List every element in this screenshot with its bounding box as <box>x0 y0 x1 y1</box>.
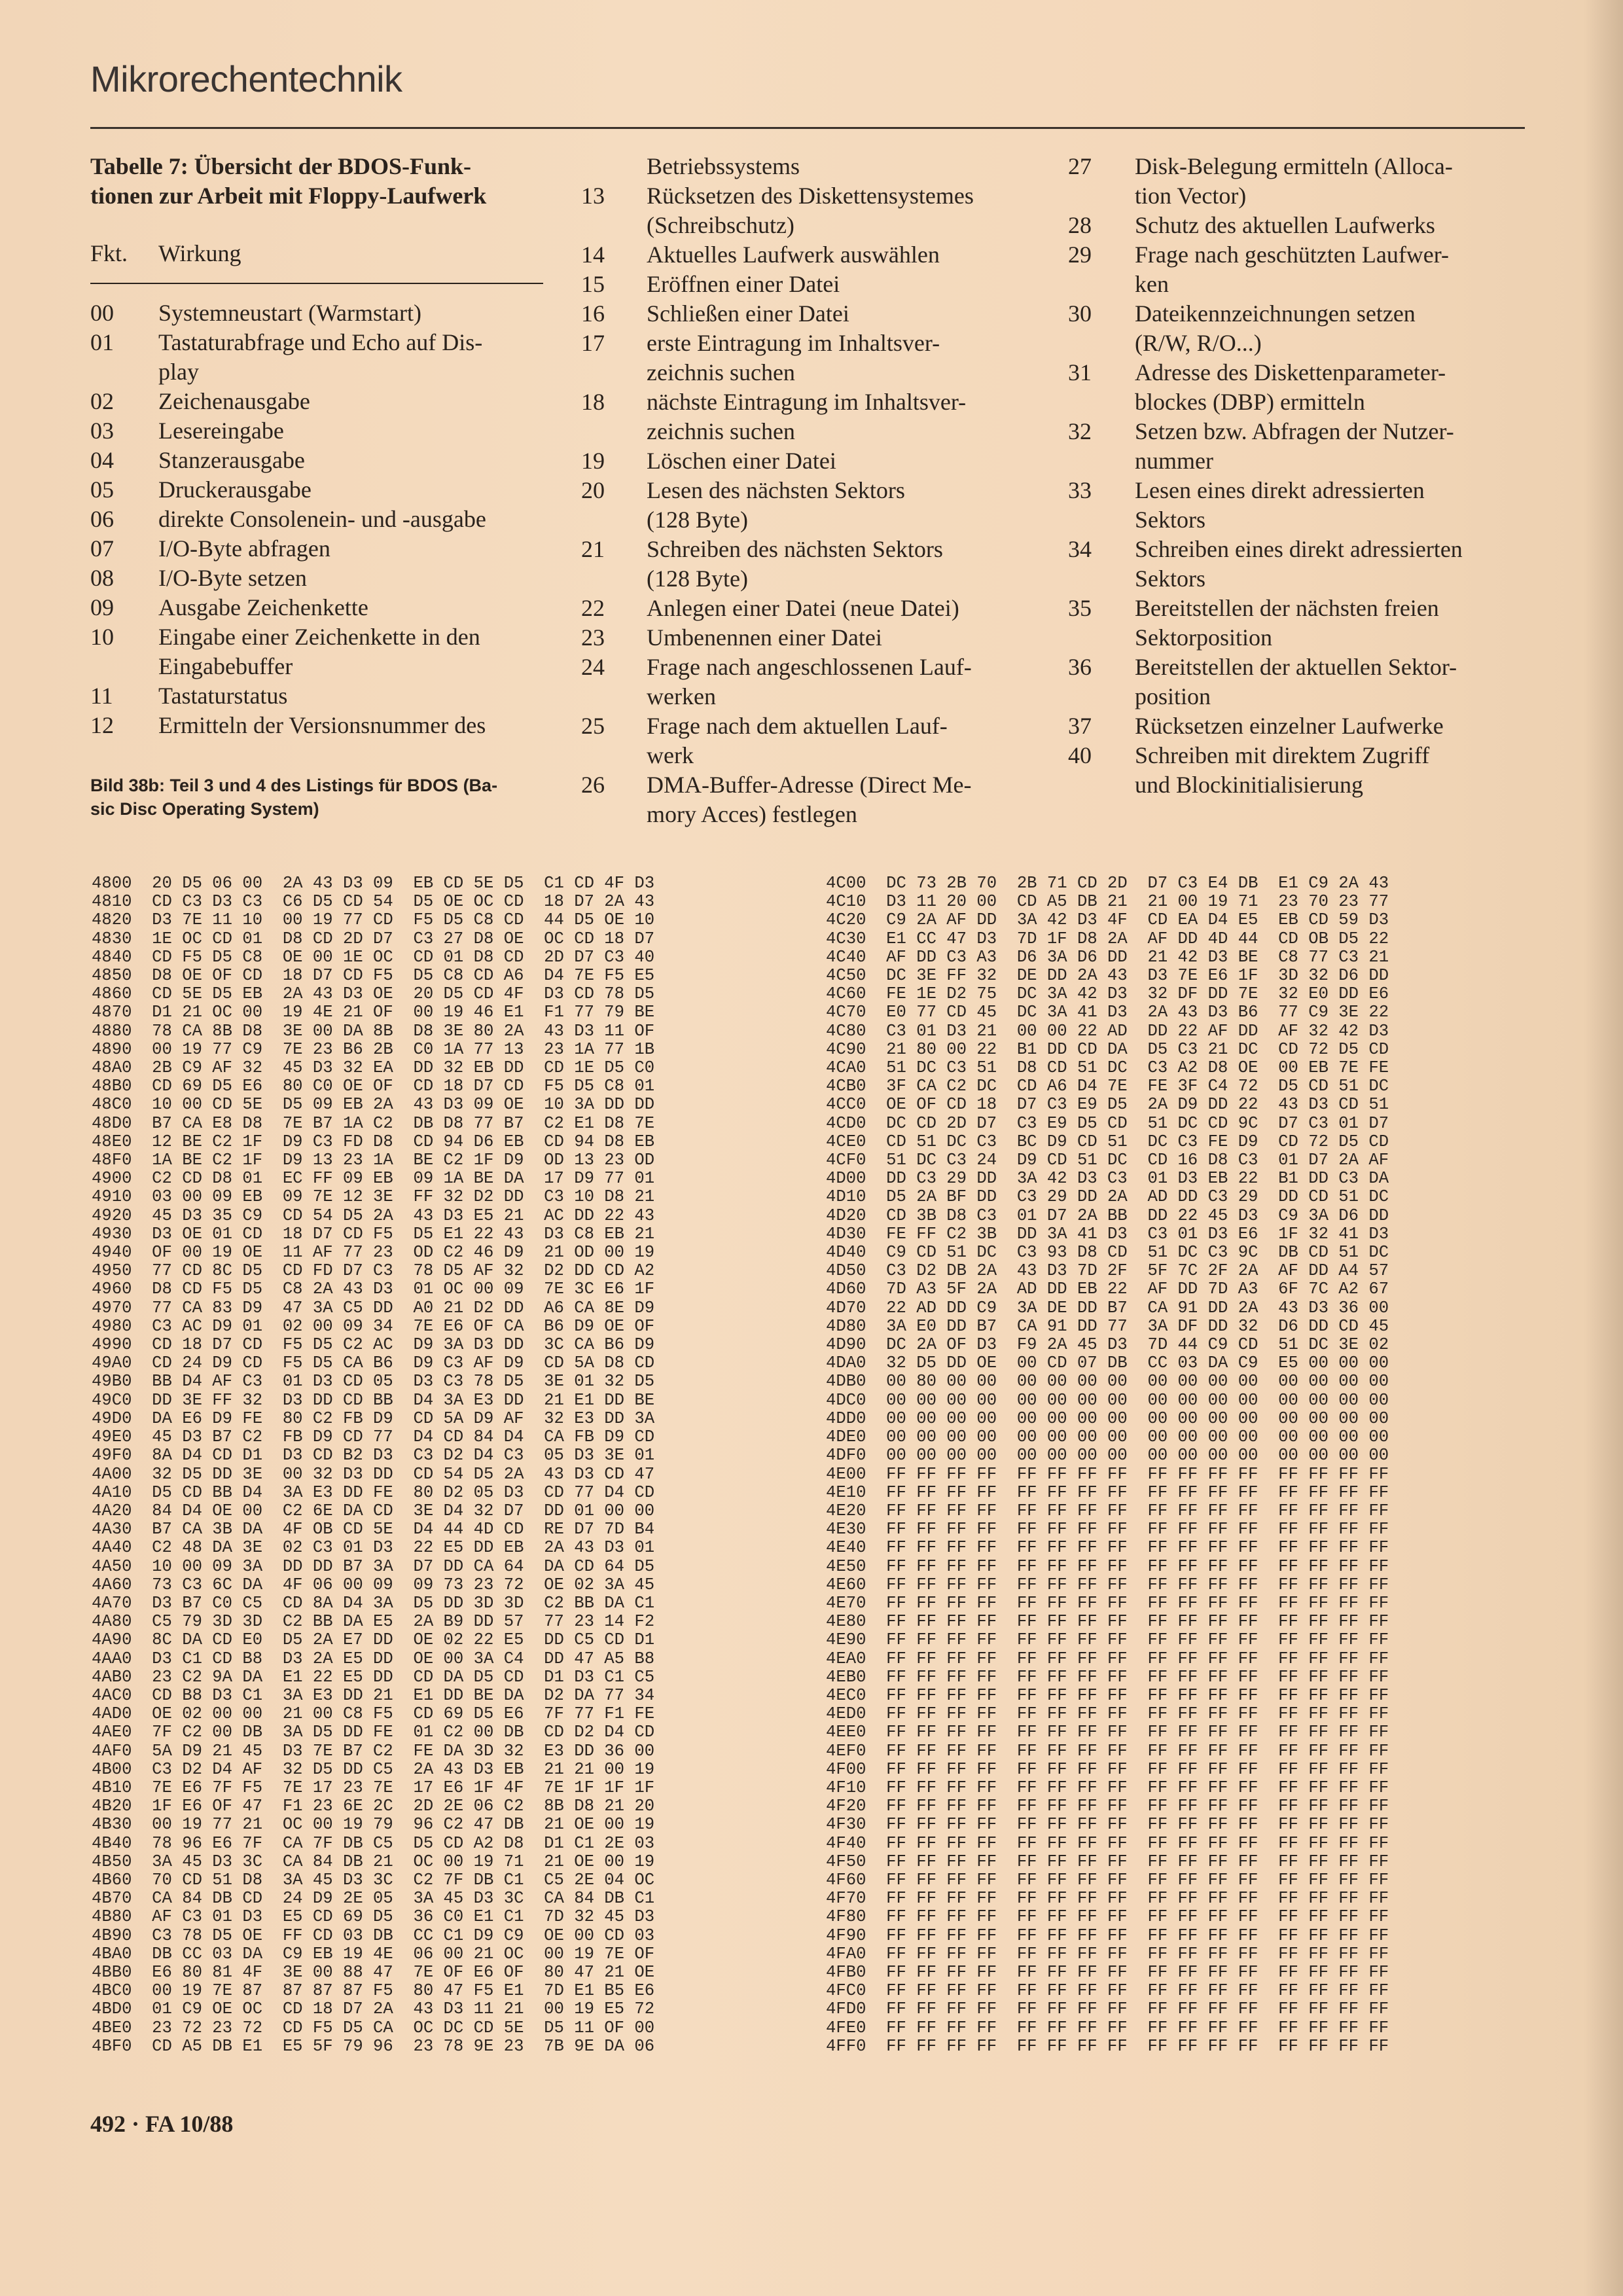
hex-line: 4BD0 01 C9 OE OC CD 18 D7 2A 43 D3 11 21 00 19 E5 72 <box>92 2000 655 2019</box>
hex-line: 4940 OF 00 19 OE 11 AF 77 23 OD C2 46 D9 21 OD 00 19 <box>92 1243 655 1263</box>
hex-line: 4D20 CD 3B D8 C3 01 D7 2A BB DD 22 45 D3 C9 3A D6 DD <box>826 1206 1389 1225</box>
function-description <box>158 387 531 416</box>
table-header-rule <box>90 283 543 284</box>
function-description <box>1135 417 1508 476</box>
caption-line: sic Disc Operating System) <box>90 799 319 819</box>
hex-line: 4E50 FF FF FF FF FF FF FF FF FF FF FF FF FF FF FF FF <box>826 1556 1389 1576</box>
hex-line: 4AC0 CD B8 D3 C1 3A E3 DD 21 E1 DD BE DA D2 DA 77 34 <box>92 1685 655 1705</box>
hex-line: 4AA0 D3 C1 CD B8 D3 2A E5 DD OE 00 3A C4 DD 47 A5 B8 <box>92 1649 655 1668</box>
hex-line: 4820 D3 7E 11 10 00 19 77 CD F5 D5 C8 CD 44 D5 OE 10 <box>92 910 655 930</box>
hex-line: 4A60 73 C3 6C DA 4F 06 00 09 09 73 23 72 OE 02 3A 45 <box>92 1575 655 1594</box>
hex-line: 4BB0 E6 80 81 4F 3E 00 88 47 7E OF E6 OF 80 47 21 OE <box>92 1962 655 1982</box>
function-description <box>158 681 531 711</box>
hex-line: 4D90 DC 2A OF D3 F9 2A 45 D3 7D 44 C9 CD 51 DC 3E 02 <box>826 1335 1389 1355</box>
hex-line: 49C0 DD 3E FF 32 D3 DD CD BB D4 3A E3 DD 21 E1 DD BE <box>92 1390 655 1410</box>
hex-line: 4C20 C9 2A AF DD 3A 42 D3 4F CD EA D4 E5 EB CD 59 D3 <box>826 910 1389 930</box>
function-description <box>647 594 1020 623</box>
hex-line: 4B10 7E E6 7F F5 7E 17 23 7E 17 E6 1F 4F 7E 1F 1F 1F <box>92 1778 655 1797</box>
description-line: tion Vector) <box>1135 183 1247 209</box>
description-line: Schreiben mit direktem Zugriff <box>1135 742 1430 768</box>
hex-line: 4CD0 DC CD 2D D7 C3 E9 D5 CD 51 DC CD 9C D7 C3 01 D7 <box>826 1113 1389 1133</box>
description-line: Ermitteln der Versionsnummer des <box>158 712 486 738</box>
hex-line: 49B0 BB D4 AF C3 01 D3 CD 05 D3 C3 78 D5 3E 01 32 D5 <box>92 1372 655 1391</box>
description-line: Bereitstellen der aktuellen Sektor- <box>1135 654 1457 680</box>
hex-line: 4D10 D5 2A BF DD C3 29 DD 2A AD DD C3 29 DD CD 51 DC <box>826 1187 1389 1207</box>
hex-listing-right <box>826 874 1389 2056</box>
hex-line: 4F60 FF FF FF FF FF FF FF FF FF FF FF FF FF FF FF FF <box>826 1870 1389 1890</box>
hex-line: 4FE0 FF FF FF FF FF FF FF FF FF FF FF FF FF FF FF FF <box>826 2018 1389 2037</box>
description-line: (128 Byte) <box>647 565 748 592</box>
function-description <box>647 623 1020 653</box>
description-line: Tastaturabfrage und Echo auf Dis- <box>158 329 483 355</box>
hex-line: 4AD0 OE 02 00 00 21 00 C8 F5 CD 69 D5 E6 7F 77 F1 FE <box>92 1704 655 1724</box>
hex-line: 4D30 FE FF C2 3B DD 3A 41 D3 C3 01 D3 E6 1F 32 41 D3 <box>826 1224 1389 1244</box>
hex-line: 48B0 CD 69 D5 E6 80 C0 OE OF CD 18 D7 CD F5 D5 C8 01 <box>92 1077 655 1096</box>
hex-line: 4CE0 CD 51 DC C3 BC D9 CD 51 DC C3 FE D9 CD 72 D5 CD <box>826 1132 1389 1151</box>
description-line: Bereitstellen der nächsten freien <box>1135 595 1439 621</box>
function-description <box>158 446 531 475</box>
description-line: Dateikennzeichnungen setzen <box>1135 300 1416 327</box>
description-line: ken <box>1135 271 1169 297</box>
description-line: Lesen des nächsten Sektors <box>647 477 905 503</box>
hex-line: 4A40 C2 48 DA 3E 02 C3 01 D3 22 E5 DD EB 2A 43 D3 01 <box>92 1538 655 1558</box>
description-line: Sektors <box>1135 565 1205 592</box>
hex-line: 4F50 FF FF FF FF FF FF FF FF FF FF FF FF FF FF FF FF <box>826 1852 1389 1871</box>
function-number: 31 <box>1068 359 1092 386</box>
hex-line: 4CB0 3F CA C2 DC CD A6 D4 7E FE 3F C4 72 D5 CD 51 DC <box>826 1077 1389 1096</box>
page-header: Mikrorechentechnik <box>90 58 402 99</box>
function-description <box>1135 535 1508 594</box>
function-description <box>1135 653 1508 711</box>
function-number: 20 <box>581 477 605 503</box>
hex-line: 4A20 84 D4 OE 00 C2 6E DA CD 3E D4 32 D7 DD 01 00 00 <box>92 1501 655 1520</box>
function-number: 22 <box>581 595 605 621</box>
description-line: Umbenennen einer Datei <box>647 624 882 651</box>
description-line: Rücksetzen des Diskettensystemes <box>647 183 974 209</box>
hex-line: 4850 D8 OE OF CD 18 D7 CD F5 D5 C8 CD A6 D4 7E F5 E5 <box>92 966 655 986</box>
function-number: 03 <box>90 418 114 444</box>
hex-line: 4920 45 D3 35 C9 CD 54 D5 2A 43 D3 E5 21 AC DD 22 43 <box>92 1206 655 1225</box>
hex-line: 4FB0 FF FF FF FF FF FF FF FF FF FF FF FF FF FF FF FF <box>826 1962 1389 1982</box>
hex-line: 4880 78 CA 8B D8 3E 00 DA 8B D8 3E 80 2A 43 D3 11 OF <box>92 1021 655 1041</box>
hex-line: 4DF0 00 00 00 00 00 00 00 00 00 00 00 00 00 00 00 00 <box>826 1446 1389 1465</box>
description-line: (Schreibschutz) <box>647 212 794 238</box>
hex-line: 4C90 21 80 00 22 B1 DD CD DA D5 C3 21 DC CD 72 D5 CD <box>826 1039 1389 1059</box>
function-description <box>647 240 1020 270</box>
hex-line: 4FA0 FF FF FF FF FF FF FF FF FF FF FF FF FF FF FF FF <box>826 1944 1389 1964</box>
description-line: position <box>1135 683 1211 709</box>
description-line: Ausgabe Zeichenkette <box>158 594 368 620</box>
description-line: werken <box>647 683 716 709</box>
hex-line: 4E90 FF FF FF FF FF FF FF FF FF FF FF FF FF FF FF FF <box>826 1630 1389 1650</box>
hex-line: 48E0 12 BE C2 1F D9 C3 FD D8 CD 94 D6 EB CD 94 D8 EB <box>92 1132 655 1151</box>
description-line: direkte Consolenein- und -ausgabe <box>158 506 486 532</box>
description-line: erste Eintragung im Inhaltsver- <box>647 330 940 356</box>
column-header-fkt: Fkt. <box>90 240 128 266</box>
hex-line: 4C00 DC 73 2B 70 2B 71 CD 2D D7 C3 E4 DB E1 C9 2A 43 <box>826 874 1389 893</box>
hex-line: 4830 1E OC CD 01 D8 CD 2D D7 C3 27 D8 OE OC CD 18 D7 <box>92 929 655 948</box>
hex-line: 4D70 22 AD DD C9 3A DE DD B7 CA 91 DD 2A 43 D3 36 00 <box>826 1298 1389 1318</box>
function-number: 09 <box>90 594 114 620</box>
hex-line: 4DE0 00 00 00 00 00 00 00 00 00 00 00 00 00 00 00 00 <box>826 1427 1389 1447</box>
hex-line: 4900 C2 CD D8 01 EC FF 09 EB 09 1A BE DA 17 D9 77 01 <box>92 1169 655 1189</box>
description-line: und Blockinitialisierung <box>1135 772 1363 798</box>
description-line: Sektorposition <box>1135 624 1273 651</box>
hex-line: 4DA0 32 D5 DD OE 00 CD 07 DB CC 03 DA C9 E5 00 00 00 <box>826 1354 1389 1373</box>
description-line: Stanzerausgabe <box>158 447 305 473</box>
function-description <box>1135 211 1508 240</box>
function-number: 35 <box>1068 595 1092 621</box>
function-description <box>1135 711 1508 741</box>
hex-line: 4E00 FF FF FF FF FF FF FF FF FF FF FF FF FF FF FF FF <box>826 1464 1389 1484</box>
hex-line: 4950 77 CD 8C D5 CD FD D7 C3 78 D5 AF 32 D2 DD CD A2 <box>92 1261 655 1281</box>
function-description <box>1135 358 1508 417</box>
description-line: Eröffnen einer Datei <box>647 271 840 297</box>
hex-line: 4C10 D3 11 20 00 CD A5 DB 21 21 00 19 71 23 70 23 77 <box>826 892 1389 912</box>
description-line: play <box>158 359 199 385</box>
hex-line: 4A10 D5 CD BB D4 3A E3 DD FE 80 D2 05 D3 CD 77 D4 CD <box>92 1482 655 1502</box>
hex-line: 4CA0 51 DC C3 51 D8 CD 51 DC C3 A2 D8 OE 00 EB 7E FE <box>826 1058 1389 1078</box>
function-number: 29 <box>1068 242 1092 268</box>
hex-line: 4BF0 CD A5 DB E1 E5 5F 79 96 23 78 9E 23 7B 9E DA 06 <box>92 2036 655 2056</box>
hex-line: 4F30 FF FF FF FF FF FF FF FF FF FF FF FF FF FF FF FF <box>826 1815 1389 1835</box>
description-line: Adresse des Diskettenparameter- <box>1135 359 1446 386</box>
hex-line: 4E30 FF FF FF FF FF FF FF FF FF FF FF FF FF FF FF FF <box>826 1520 1389 1539</box>
hex-line: 4860 CD 5E D5 EB 2A 43 D3 OE 20 D5 CD 4F D3 CD 78 D5 <box>92 984 655 1004</box>
hex-line: 49E0 45 D3 B7 C2 FB D9 CD 77 D4 CD 84 D4 CA FB D9 CD <box>92 1427 655 1447</box>
description-line: (R/W, R/O...) <box>1135 330 1262 356</box>
hex-line: 4B60 70 CD 51 D8 3A 45 D3 3C C2 7F DB C1 C5 2E 04 OC <box>92 1870 655 1890</box>
function-description <box>647 535 1020 594</box>
function-number: 15 <box>581 271 605 297</box>
description-line: Schreiben eines direkt adressierten <box>1135 536 1463 562</box>
table-title-line: Tabelle 7: Übersicht der BDOS-Funk- <box>90 153 472 179</box>
function-description <box>647 299 1020 329</box>
function-number: 16 <box>581 300 605 327</box>
function-number: 14 <box>581 242 605 268</box>
function-description <box>647 152 1020 181</box>
description-line: Anlegen einer Datei (neue Datei) <box>647 595 959 621</box>
hex-line: 4D00 DD C3 29 DD 3A 42 D3 C3 01 D3 EB 22 B1 DD C3 DA <box>826 1169 1389 1189</box>
function-number: 33 <box>1068 477 1092 503</box>
function-number: 07 <box>90 535 114 562</box>
function-number: 13 <box>581 183 605 209</box>
function-description <box>158 564 531 593</box>
description-line: I/O-Byte abfragen <box>158 535 330 562</box>
function-number: 37 <box>1068 713 1092 739</box>
function-description <box>1135 476 1508 535</box>
function-number: 12 <box>90 712 114 738</box>
description-line: blockes (DBP) ermitteln <box>1135 389 1365 415</box>
function-description <box>158 711 531 740</box>
function-description <box>1135 152 1508 211</box>
function-description <box>158 416 531 446</box>
function-description <box>1135 299 1508 358</box>
hex-line: 4D50 C3 D2 DB 2A 43 D3 7D 2F 5F 7C 2F 2A AF DD A4 57 <box>826 1261 1389 1281</box>
description-line: Schließen einer Datei <box>647 300 849 327</box>
description-line: Lesen eines direkt adressierten <box>1135 477 1425 503</box>
hex-line: 48A0 2B C9 AF 32 45 D3 32 EA DD 32 EB DD CD 1E D5 C0 <box>92 1058 655 1078</box>
hex-line: 4A70 D3 B7 C0 C5 CD 8A D4 3A D5 DD 3D 3D C2 BB DA C1 <box>92 1593 655 1613</box>
description-line: Setzen bzw. Abfragen der Nutzer- <box>1135 418 1454 444</box>
hex-line: 4E20 FF FF FF FF FF FF FF FF FF FF FF FF FF FF FF FF <box>826 1501 1389 1520</box>
function-number: 21 <box>581 536 605 562</box>
function-number: 01 <box>90 329 114 355</box>
hex-line: 4930 D3 OE 01 CD 18 D7 CD F5 D5 E1 22 43 D3 C8 EB 21 <box>92 1224 655 1244</box>
hex-line: 4810 CD C3 D3 C3 C6 D5 CD 54 D5 OE OC CD 18 D7 2A 43 <box>92 892 655 912</box>
hex-line: 48D0 B7 CA E8 D8 7E B7 1A C2 DB D8 77 B7 C2 E1 D8 7E <box>92 1113 655 1133</box>
description-line: Druckerausgabe <box>158 476 312 503</box>
hex-line: 48F0 1A BE C2 1F D9 13 23 1A BE C2 1F D9 OD 13 23 OD <box>92 1151 655 1170</box>
hex-line: 4C60 FE 1E D2 75 DC 3A 42 D3 32 DF DD 7E 32 E0 DD E6 <box>826 984 1389 1004</box>
hex-line: 4F00 FF FF FF FF FF FF FF FF FF FF FF FF FF FF FF FF <box>826 1759 1389 1779</box>
description-line: Frage nach angeschlossenen Lauf- <box>647 654 972 680</box>
caption-line: Bild 38b: Teil 3 und 4 des Listings für BDOS (Ba- <box>90 776 498 795</box>
function-number: 04 <box>90 447 114 473</box>
function-description <box>647 329 1020 387</box>
description-line: Systemneustart (Warmstart) <box>158 300 421 326</box>
function-number: 05 <box>90 476 114 503</box>
function-number: 36 <box>1068 654 1092 680</box>
hex-line: 4C50 DC 3E FF 32 DE DD 2A 43 D3 7E E6 1F 3D 32 D6 DD <box>826 966 1389 986</box>
function-description <box>647 770 1020 829</box>
hex-line: 4E40 FF FF FF FF FF FF FF FF FF FF FF FF FF FF FF FF <box>826 1538 1389 1558</box>
hex-line: 4E10 FF FF FF FF FF FF FF FF FF FF FF FF FF FF FF FF <box>826 1482 1389 1502</box>
hex-line: 4EE0 FF FF FF FF FF FF FF FF FF FF FF FF FF FF FF FF <box>826 1723 1389 1742</box>
hex-line: 4ED0 FF FF FF FF FF FF FF FF FF FF FF FF FF FF FF FF <box>826 1704 1389 1724</box>
hex-line: 4FF0 FF FF FF FF FF FF FF FF FF FF FF FF FF FF FF FF <box>826 2036 1389 2056</box>
function-description <box>158 328 531 387</box>
hex-line: 4F10 FF FF FF FF FF FF FF FF FF FF FF FF FF FF FF FF <box>826 1778 1389 1797</box>
description-line: (128 Byte) <box>647 507 748 533</box>
function-description <box>647 270 1020 299</box>
description-line: nächste Eintragung im Inhaltsver- <box>647 389 967 415</box>
hex-line: 4FD0 FF FF FF FF FF FF FF FF FF FF FF FF FF FF FF FF <box>826 2000 1389 2019</box>
hex-line: 4870 D1 21 OC 00 19 4E 21 OF 00 19 46 E1 F1 77 79 BE <box>92 1003 655 1022</box>
description-line: DMA-Buffer-Adresse (Direct Me- <box>647 772 972 798</box>
hex-line: 4E70 FF FF FF FF FF FF FF FF FF FF FF FF FF FF FF FF <box>826 1593 1389 1613</box>
function-number: 30 <box>1068 300 1092 327</box>
hex-line: 4BE0 23 72 23 72 CD F5 D5 CA OC DC CD 5E D5 11 OF 00 <box>92 2018 655 2037</box>
hex-line: 4B20 1F E6 OF 47 F1 23 6E 2C 2D 2E 06 C2 8B D8 21 20 <box>92 1797 655 1816</box>
table-title-line: tionen zur Arbeit mit Floppy-Laufwerk <box>90 183 487 209</box>
description-line: Schreiben des nächsten Sektors <box>647 536 943 562</box>
hex-line: 4FC0 FF FF FF FF FF FF FF FF FF FF FF FF FF FF FF FF <box>826 1981 1389 2001</box>
function-description <box>158 593 531 622</box>
function-number: 25 <box>581 713 605 739</box>
description-line: Zeichenausgabe <box>158 388 310 414</box>
hex-line: 4EA0 FF FF FF FF FF FF FF FF FF FF FF FF FF FF FF FF <box>826 1649 1389 1668</box>
description-line: Aktuelles Laufwerk auswählen <box>647 242 940 268</box>
description-line: I/O-Byte setzen <box>158 565 307 591</box>
function-number: 23 <box>581 624 605 651</box>
function-description <box>1135 594 1508 653</box>
description-line: Schutz des aktuellen Laufwerks <box>1135 212 1435 238</box>
hex-line: 4B50 3A 45 D3 3C CA 84 DB 21 OC 00 19 71 21 OE 00 19 <box>92 1852 655 1871</box>
hex-line: 4C40 AF DD C3 A3 D6 3A D6 DD 21 42 D3 BE C8 77 C3 21 <box>826 947 1389 967</box>
description-line: werk <box>647 742 694 768</box>
description-line: Betriebssystems <box>647 153 800 179</box>
hex-line: 4A30 B7 CA 3B DA 4F OB CD 5E D4 44 4D CD RE D7 7D B4 <box>92 1520 655 1539</box>
function-number: 18 <box>581 389 605 415</box>
hex-line: 4DD0 00 00 00 00 00 00 00 00 00 00 00 00 00 00 00 00 <box>826 1408 1389 1428</box>
hex-line: 4DB0 00 80 00 00 00 00 00 00 00 00 00 00 00 00 00 00 <box>826 1372 1389 1391</box>
function-description <box>647 181 1020 240</box>
hex-line: 4D40 C9 CD 51 DC C3 93 D8 CD 51 DC C3 9C DB CD 51 DC <box>826 1243 1389 1263</box>
hex-line: 4A00 32 D5 DD 3E 00 32 D3 DD CD 54 D5 2A 43 D3 CD 47 <box>92 1464 655 1484</box>
hex-line: 4960 D8 CD F5 D5 C8 2A 43 D3 01 OC 00 09 7E 3C E6 1F <box>92 1280 655 1299</box>
hex-line: 4B40 78 96 E6 7F CA 7F DB C5 D5 CD A2 D8 D1 C1 2E 03 <box>92 1833 655 1853</box>
hex-line: 4B70 CA 84 DB CD 24 D9 2E 05 3A 45 D3 3C CA 84 DB C1 <box>92 1889 655 1909</box>
hex-line: 4D80 3A E0 DD B7 CA 91 DD 77 3A DF DD 32 D6 DD CD 45 <box>826 1316 1389 1336</box>
function-description <box>647 387 1020 446</box>
hex-line: 4AB0 23 C2 9A DA E1 22 E5 DD CD DA D5 CD D1 D3 C1 C5 <box>92 1667 655 1687</box>
hex-line: 4C70 E0 77 CD 45 DC 3A 41 D3 2A 43 D3 B6 77 C9 3E 22 <box>826 1003 1389 1022</box>
hex-line: 4EB0 FF FF FF FF FF FF FF FF FF FF FF FF FF FF FF FF <box>826 1667 1389 1687</box>
description-line: Eingabebuffer <box>158 653 293 679</box>
hex-line: 49A0 CD 24 D9 CD F5 D5 CA B6 D9 C3 AF D9 CD 5A D8 CD <box>92 1354 655 1373</box>
hex-line: 4F70 FF FF FF FF FF FF FF FF FF FF FF FF FF FF FF FF <box>826 1889 1389 1909</box>
hex-line: 4BA0 DB CC 03 DA C9 EB 19 4E 06 00 21 OC 00 19 7E OF <box>92 1944 655 1964</box>
hex-line: 4EC0 FF FF FF FF FF FF FF FF FF FF FF FF FF FF FF FF <box>826 1685 1389 1705</box>
description-line: Lesereingabe <box>158 418 284 444</box>
page-footer: 492 · FA 10/88 <box>90 2111 234 2137</box>
description-line: Eingabe einer Zeichenkette in den <box>158 624 480 650</box>
hex-line: 4CC0 OE OF CD 18 D7 C3 E9 D5 2A D9 DD 22 43 D3 CD 51 <box>826 1095 1389 1115</box>
function-description <box>158 622 531 681</box>
description-line: nummer <box>1135 448 1213 474</box>
description-line: zeichnis suchen <box>647 418 795 444</box>
hex-line: 4BC0 00 19 7E 87 87 87 87 F5 80 47 F5 E1 7D E1 B5 E6 <box>92 1981 655 2001</box>
hex-line: 49D0 DA E6 D9 FE 80 C2 FB D9 CD 5A D9 AF 32 E3 DD 3A <box>92 1408 655 1428</box>
description-line: mory Acces) festlegen <box>647 801 857 827</box>
function-number: 32 <box>1068 418 1092 444</box>
hex-line: 4F20 FF FF FF FF FF FF FF FF FF FF FF FF FF FF FF FF <box>826 1797 1389 1816</box>
hex-line: 4840 CD F5 D5 C8 OE 00 1E OC CD 01 D8 CD 2D D7 C3 40 <box>92 947 655 967</box>
table-title <box>90 152 548 211</box>
hex-line: 4990 CD 18 D7 CD F5 D5 C2 AC D9 3A D3 DD 3C CA B6 D9 <box>92 1335 655 1355</box>
figure-caption <box>90 774 548 821</box>
function-number: 08 <box>90 565 114 591</box>
function-number: 19 <box>581 448 605 474</box>
hex-line: 48C0 10 00 CD 5E D5 09 EB 2A 43 D3 09 OE 10 3A DD DD <box>92 1095 655 1115</box>
hex-line: 49F0 8A D4 CD D1 D3 CD B2 D3 C3 D2 D4 C3 05 D3 3E 01 <box>92 1446 655 1465</box>
function-number: 34 <box>1068 536 1092 562</box>
hex-line: 4F80 FF FF FF FF FF FF FF FF FF FF FF FF FF FF FF FF <box>826 1907 1389 1927</box>
function-number: 10 <box>90 624 114 650</box>
hex-line: 4980 C3 AC D9 01 02 00 09 34 7E E6 OF CA B6 D9 OE OF <box>92 1316 655 1336</box>
hex-line: 4AE0 7F C2 00 DB 3A D5 DD FE 01 C2 00 DB CD D2 D4 CD <box>92 1723 655 1742</box>
function-description <box>647 711 1020 770</box>
function-number: 06 <box>90 506 114 532</box>
hex-line: 4B00 C3 D2 D4 AF 32 D5 DD C5 2A 43 D3 EB 21 21 00 19 <box>92 1759 655 1779</box>
description-line: zeichnis suchen <box>647 359 795 386</box>
page-edge-shadow <box>1584 0 1623 2296</box>
function-number: 40 <box>1068 742 1092 768</box>
hex-line: 4F90 FF FF FF FF FF FF FF FF FF FF FF FF FF FF FF FF <box>826 1926 1389 1945</box>
function-number: 00 <box>90 300 114 326</box>
function-number: 02 <box>90 388 114 414</box>
function-number: 28 <box>1068 212 1092 238</box>
hex-line: 4970 77 CA 83 D9 47 3A C5 DD A0 21 D2 DD A6 CA 8E D9 <box>92 1298 655 1318</box>
hex-line: 4B80 AF C3 01 D3 E5 CD 69 D5 36 C0 E1 C1 7D 32 45 D3 <box>92 1907 655 1927</box>
function-description <box>647 476 1020 535</box>
function-number: 11 <box>90 683 113 709</box>
function-description <box>647 653 1020 711</box>
hex-line: 4910 03 00 09 EB 09 7E 12 3E FF 32 D2 DD C3 10 D8 21 <box>92 1187 655 1207</box>
hex-line: 4F40 FF FF FF FF FF FF FF FF FF FF FF FF FF FF FF FF <box>826 1833 1389 1853</box>
hex-line: 4AF0 5A D9 21 45 D3 7E B7 C2 FE DA 3D 32 E3 DD 36 00 <box>92 1741 655 1761</box>
column-header-wirkung: Wirkung <box>158 240 241 266</box>
function-description <box>158 534 531 564</box>
function-description <box>158 475 531 505</box>
function-number: 27 <box>1068 153 1092 179</box>
description-line: Frage nach dem aktuellen Lauf- <box>647 713 948 739</box>
hex-line: 4E80 FF FF FF FF FF FF FF FF FF FF FF FF FF FF FF FF <box>826 1612 1389 1632</box>
hex-line: 4800 20 D5 06 00 2A 43 D3 09 EB CD 5E D5 C1 CD 4F D3 <box>92 874 655 893</box>
hex-line: 4B90 C3 78 D5 OE FF CD 03 DB CC C1 D9 C9 OE 00 CD 03 <box>92 1926 655 1945</box>
description-line: Tastaturstatus <box>158 683 288 709</box>
function-description <box>158 298 531 328</box>
hex-line: 4D60 7D A3 5F 2A AD DD EB 22 AF DD 7D A3 6F 7C A2 67 <box>826 1280 1389 1299</box>
hex-line: 4A50 10 00 09 3A DD DD B7 3A D7 DD CA 64 DA CD 64 D5 <box>92 1556 655 1576</box>
hex-line: 4A90 8C DA CD E0 D5 2A E7 DD OE 02 22 E5 DD C5 CD D1 <box>92 1630 655 1650</box>
hex-listing-left <box>92 874 654 2056</box>
hex-line: 4890 00 19 77 C9 7E 23 B6 2B C0 1A 77 13 23 1A 77 1B <box>92 1039 655 1059</box>
function-number: 24 <box>581 654 605 680</box>
function-description <box>1135 741 1508 800</box>
description-line: Rücksetzen einzelner Laufwerke <box>1135 713 1444 739</box>
hex-line: 4DC0 00 00 00 00 00 00 00 00 00 00 00 00 00 00 00 00 <box>826 1390 1389 1410</box>
description-line: Löschen einer Datei <box>647 448 836 474</box>
function-description <box>158 505 531 534</box>
function-number: 26 <box>581 772 605 798</box>
description-line: Frage nach geschützten Laufwer- <box>1135 242 1450 268</box>
header-rule <box>90 127 1525 129</box>
description-line: Disk-Belegung ermitteln (Alloca- <box>1135 153 1453 179</box>
function-description <box>647 446 1020 476</box>
hex-line: 4C30 E1 CC 47 D3 7D 1F D8 2A AF DD 4D 44 CD OB D5 22 <box>826 929 1389 948</box>
hex-line: 4EF0 FF FF FF FF FF FF FF FF FF FF FF FF FF FF FF FF <box>826 1741 1389 1761</box>
description-line: Sektors <box>1135 507 1205 533</box>
hex-line: 4B30 00 19 77 21 OC 00 19 79 96 C2 47 DB 21 OE 00 19 <box>92 1815 655 1835</box>
function-number: 17 <box>581 330 605 356</box>
hex-line: 4C80 C3 01 D3 21 00 00 22 AD DD 22 AF DD AF 32 42 D3 <box>826 1021 1389 1041</box>
hex-line: 4CF0 51 DC C3 24 D9 CD 51 DC CD 16 D8 C3 01 D7 2A AF <box>826 1151 1389 1170</box>
hex-line: 4E60 FF FF FF FF FF FF FF FF FF FF FF FF FF FF FF FF <box>826 1575 1389 1594</box>
function-description <box>1135 240 1508 299</box>
hex-line: 4A80 C5 79 3D 3D C2 BB DA E5 2A B9 DD 57 77 23 14 F2 <box>92 1612 655 1632</box>
